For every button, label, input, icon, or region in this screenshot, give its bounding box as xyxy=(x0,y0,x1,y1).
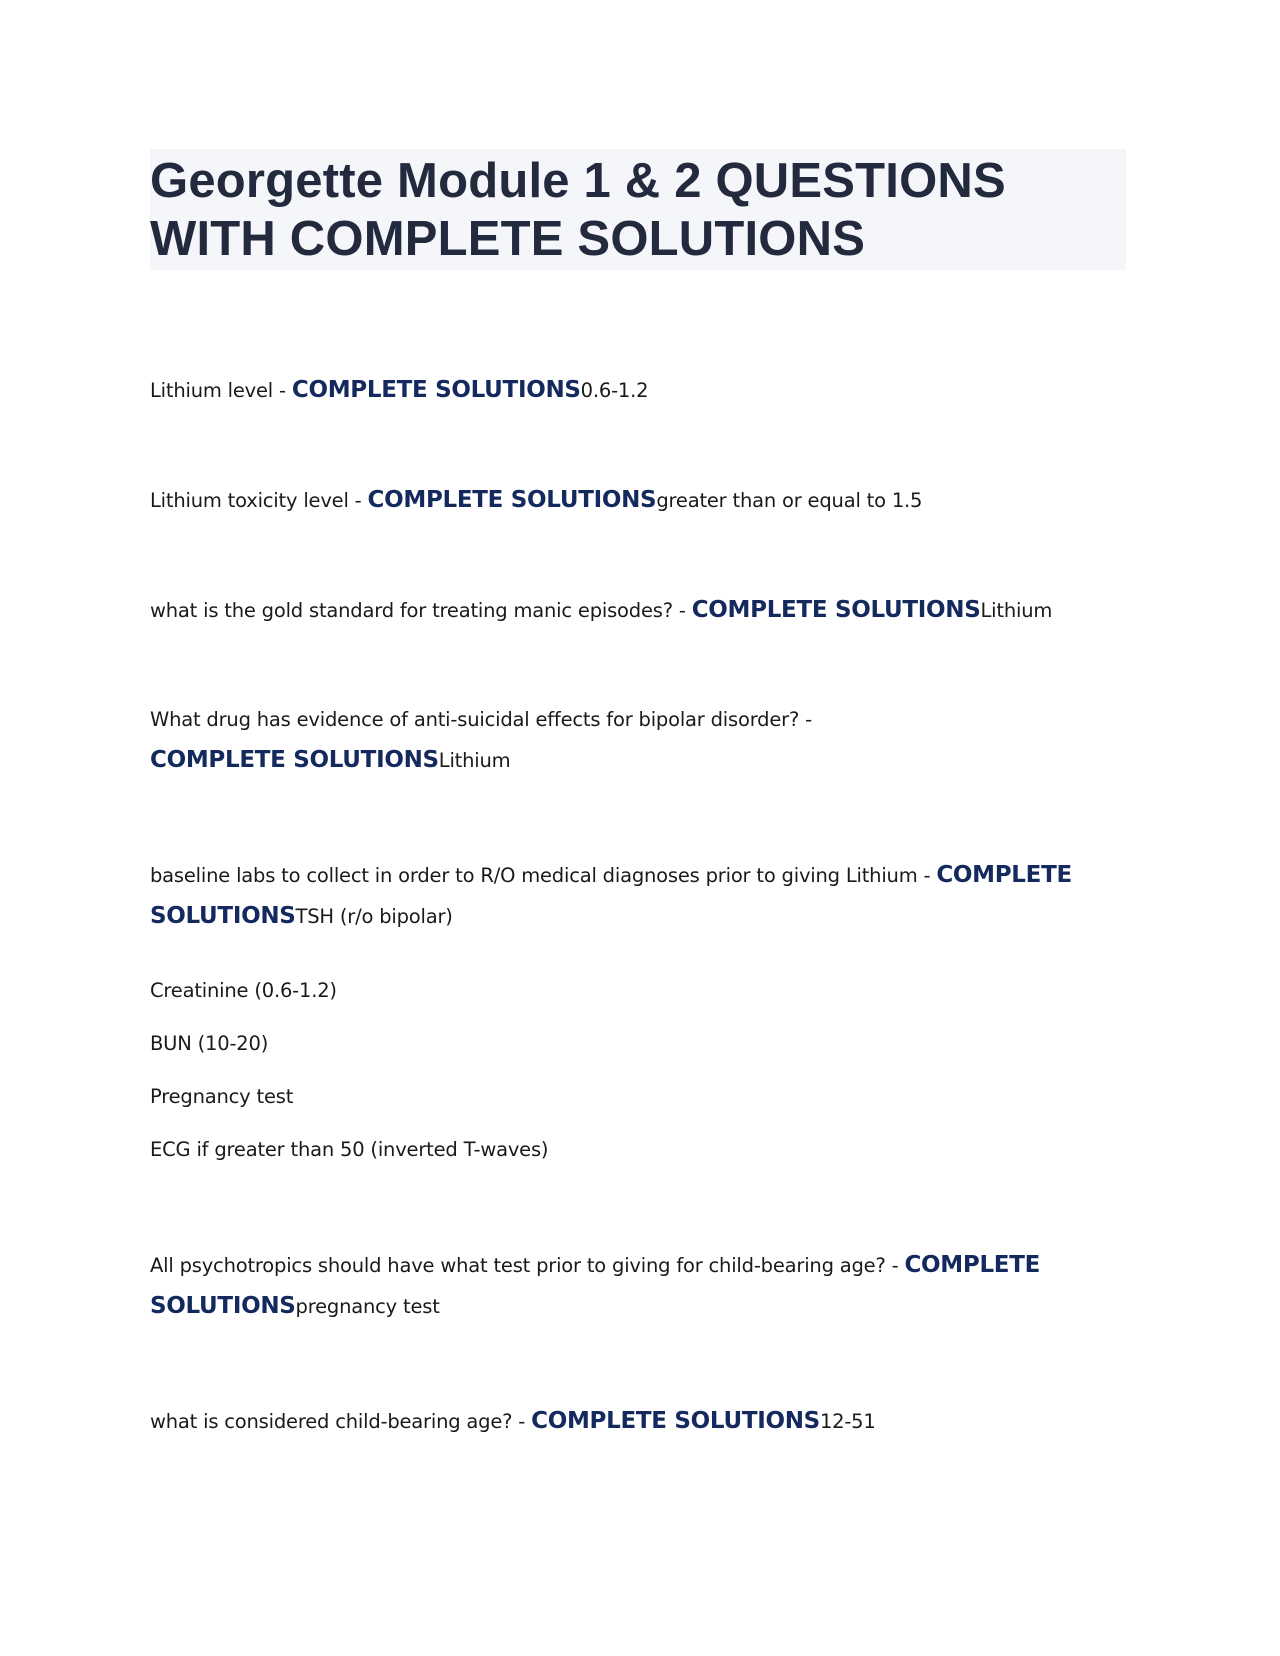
lab-item-ecg: ECG if greater than 50 (inverted T-waves) xyxy=(150,1138,549,1161)
answer-text: pregnancy test xyxy=(295,1295,440,1318)
lab-item-creatinine: Creatinine (0.6-1.2) xyxy=(150,979,337,1002)
answer-text: Lithium xyxy=(980,599,1053,622)
qa-item-gold-standard xyxy=(150,590,1110,631)
answer-text: 0.6-1.2 xyxy=(580,379,649,402)
solution-label: COMPLETE SOLUTIONS xyxy=(150,862,1072,929)
lab-item-bun: BUN (10-20) xyxy=(150,1032,269,1055)
solution-label: COMPLETE SOLUTIONS xyxy=(150,747,439,773)
answer-text: 12-51 xyxy=(819,1410,876,1433)
question-text: All psychotropics should have what test prior to giving for child-bearing age? - xyxy=(150,1254,905,1277)
solution-label: COMPLETE SOLUTIONS xyxy=(291,377,581,403)
answer-text: greater than or equal to 1.5 xyxy=(656,489,923,512)
solution-label: COMPLETE SOLUTIONS xyxy=(691,597,981,623)
solution-label: COMPLETE SOLUTIONS xyxy=(367,487,657,513)
question-text: What drug has evidence of anti-suicidal effects for bipolar disorder? - xyxy=(150,708,812,731)
solution-label: COMPLETE SOLUTIONS xyxy=(150,1252,1041,1319)
qa-item-lithium-toxicity xyxy=(150,480,1110,521)
question-text: Lithium toxicity level - xyxy=(150,489,368,512)
qa-item-child-bearing-age xyxy=(150,1401,1110,1442)
qa-item-lithium-level xyxy=(150,370,1110,411)
answer-text: TSH (r/o bipolar) xyxy=(295,905,453,928)
question-text: what is the gold standard for treating manic episodes? - xyxy=(150,599,692,622)
qa-item-anti-suicidal xyxy=(150,700,950,781)
question-text: what is considered child-bearing age? - xyxy=(150,1410,532,1433)
title-block xyxy=(150,149,1126,270)
answer-text: Lithium xyxy=(438,749,511,772)
document-title: Georgette Module 1 & 2 QUESTIONS WITH COMPLETE SOLUTIONS xyxy=(150,154,1006,266)
qa-item-baseline-labs xyxy=(150,855,1080,937)
lab-item-pregnancy-test: Pregnancy test xyxy=(150,1085,294,1108)
question-text: Lithium level - xyxy=(150,379,292,402)
solution-label: COMPLETE SOLUTIONS xyxy=(531,1408,820,1434)
question-text: baseline labs to collect in order to R/O medical diagnoses prior to giving Lithium - xyxy=(150,864,937,887)
qa-item-psychotropics-test xyxy=(150,1245,1050,1327)
